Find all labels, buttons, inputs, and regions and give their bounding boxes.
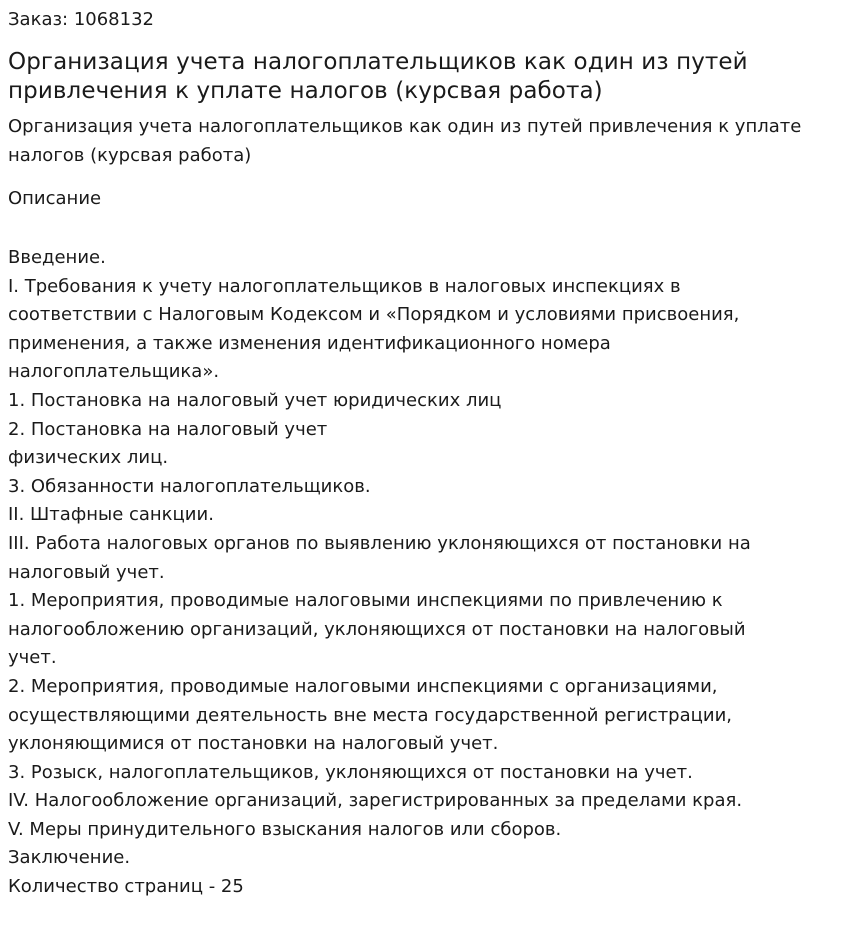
page-subtitle: Организация учета налогоплательщиков как один из путей привлечения к уплате налогов (курсвая работа) — [8, 116, 802, 166]
description-line: V. Меры принудительного взыскания налогов или сборов. — [8, 818, 562, 840]
description-line: Введение. — [8, 247, 106, 268]
description-body — [8, 244, 839, 902]
description-line: 3. Обязанности налогоплательщиков. — [8, 475, 371, 497]
description-line: 3. Розыск, налогоплательщиков, уклоняющихся от постановки на учет. — [8, 761, 693, 783]
description-line: уклоняющимися от постановки на налоговый учет. — [8, 733, 499, 755]
description-line: II. Штафные санкции. — [8, 504, 214, 526]
description-line: налогоплательщика». — [8, 361, 220, 383]
description-line: налоговый учет. — [8, 561, 165, 583]
description-line: применения, а также изменения идентификационного номера — [8, 332, 611, 354]
description-line: налогообложению организаций, уклоняющихся от постановки на налоговый — [8, 618, 746, 640]
description-line: Заключение. — [8, 847, 131, 869]
description-line: I. Требования к учету налогоплательщиков в налоговых инспекциях в — [8, 275, 681, 297]
description-line: 2. Мероприятия, проводимые налоговыми инспекциями с организациями, — [8, 675, 718, 697]
description-line: осуществляющими деятельность вне места государственной регистрации, — [8, 704, 733, 726]
order-number: Заказ: 1068132 — [8, 9, 154, 30]
description-line: физических лиц. — [8, 447, 169, 469]
description-line: 1. Постановка на налоговый учет юридических лиц — [8, 389, 502, 411]
description-line: 2. Постановка на налоговый учет — [8, 418, 328, 440]
description-line: III. Работа налоговых органов по выявлению уклоняющихся от постановки на — [8, 532, 751, 554]
description-line: 1. Мероприятия, проводимые налоговыми инспекциями по привлечению к — [8, 590, 723, 612]
description-line: соответствии с Налоговым Кодексом и «Порядком и условиями присвоения, — [8, 304, 740, 326]
page-title: Организация учета налогоплательщиков как один из путей привлечения к уплате налогов (курсвая работа) — [8, 49, 748, 104]
page-count: Количество страниц - 25 — [8, 876, 244, 898]
description-heading: Описание — [8, 188, 102, 209]
description-line: учет. — [8, 647, 57, 669]
description-line: IV. Налогообложение организаций, зарегистрированных за пределами края. — [8, 790, 743, 812]
